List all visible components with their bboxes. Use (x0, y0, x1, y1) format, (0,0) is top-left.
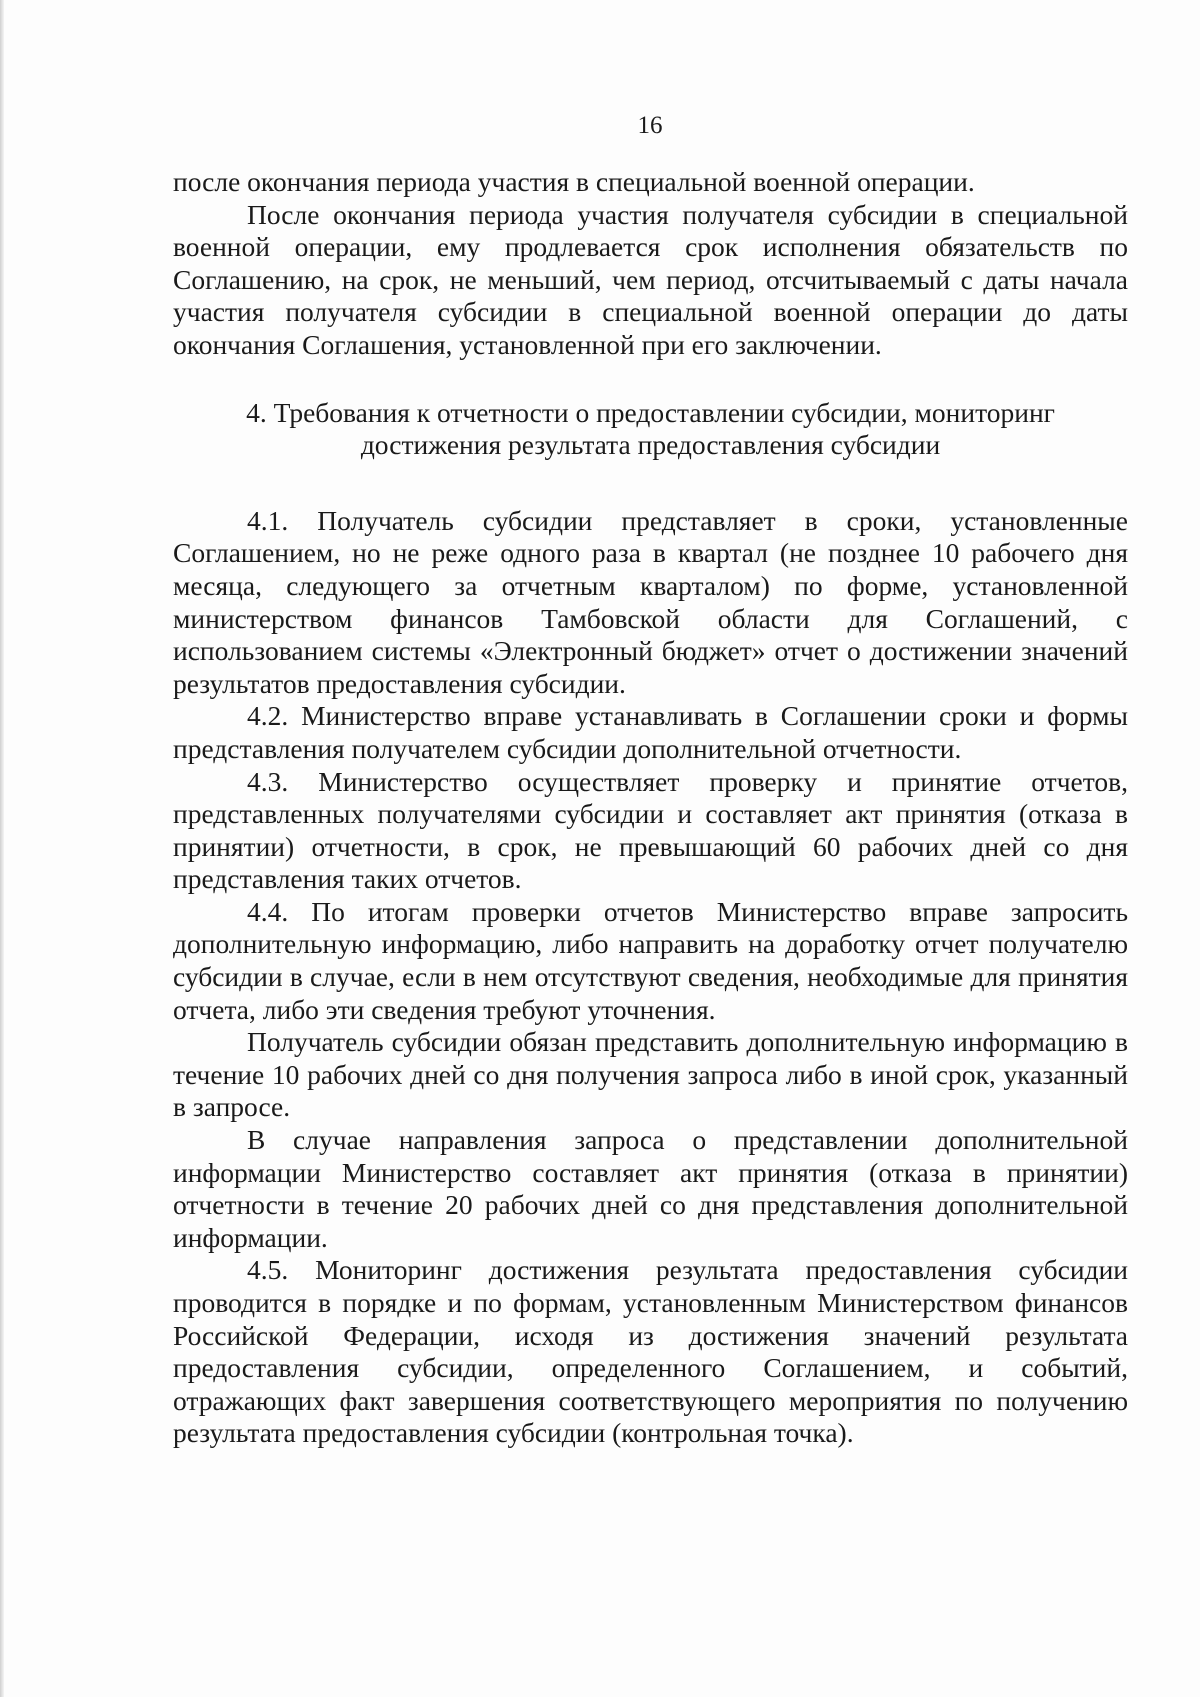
paragraph-4-2: 4.2. Министерство вправе устанавливать в Соглашении сроки и формы представления получателем субсидии дополнительной отчетности. (173, 700, 1128, 764)
section-heading-line-1: 4. Требования к отчетности о предоставлении субсидии, мониторинг (246, 396, 1055, 428)
paragraph-4-5: 4.5. Мониторинг достижения результата предоставления субсидии проводится в порядке и по формам, установленным Министерством финансов Российской Федерации, исходя из достижения значений результата предоставления субсидии, определенного Соглашением, и событий, отражающих факт завершения соответствующего мероприятия по получению результата предоставления субсидии (контрольная точка). (173, 1254, 1128, 1449)
paragraph-extension: После окончания периода участия получателя субсидии в специальной военной операции, ему продлевается срок исполнения обязательств по Соглашению, на срок, не меньший, чем период, отсчитываемый с даты начала участия получателя субсидии в специальной военной операции до даты окончания Соглашения, установленной при его заключении. (173, 198, 1128, 360)
paragraph-4-4-act: В случае направления запроса о представлении дополнительной информации Министерство составляет акт принятия (отказа в принятии) отчетности в течение 20 рабочих дней со дня представления дополнительной информации. (173, 1124, 1128, 1253)
paragraph-4-1: 4.1. Получатель субсидии представляет в сроки, установленные Соглашением, но не реже одного раза в квартал (не позднее 10 рабочего дня месяца, следующего за отчетным кварталом) по форме, установленной министерством финансов Тамбовской области для Соглашений, с использованием системы «Электронный бюджет» отчет о достижении значений результатов предоставления субсидии. (173, 504, 1128, 699)
paragraph-4-4: 4.4. По итогам проверки отчетов Министерство вправе запросить дополнительную информацию, либо направить на доработку отчет получателю субсидии в случае, если в нем отсутствуют сведения, необходимые для принятия отчета, либо эти сведения требуют уточнения. (173, 895, 1128, 1025)
page-number: 16 (637, 112, 663, 139)
section-heading-line-2: достижения результата предоставления субсидии (360, 429, 941, 461)
paragraph-continuation: после окончания периода участия в специальной военной операции. (173, 166, 975, 197)
paragraph-4-3: 4.3. Министерство осуществляет проверку и принятие отчетов, представленных получателями субсидии и составляет акт принятия (отказа в принятии) отчетности, в срок, не превышающий 60 рабочих дней со дня представления таких отчетов. (173, 765, 1128, 895)
scan-edge (0, 0, 4, 1697)
section-heading (173, 397, 1128, 462)
paragraph-4-4-obligation: Получатель субсидии обязан представить дополнительную информацию в течение 10 рабочих дней со дня получения запроса либо в иной срок, указанный в запросе. (173, 1026, 1128, 1123)
document-body (173, 166, 1128, 1450)
